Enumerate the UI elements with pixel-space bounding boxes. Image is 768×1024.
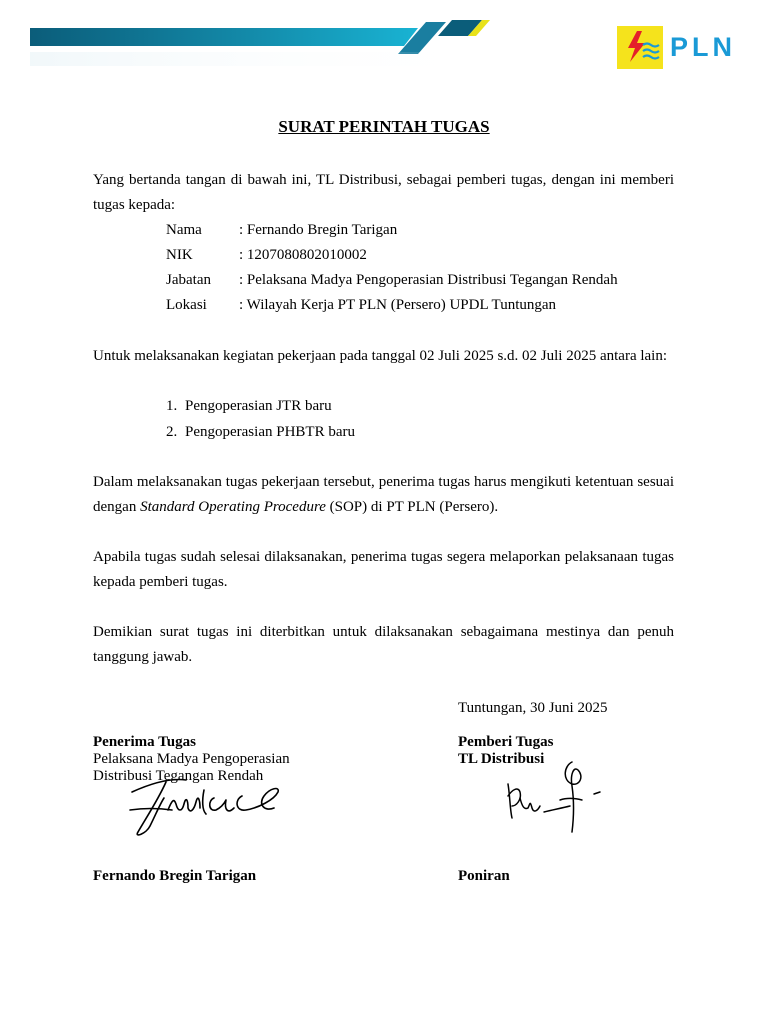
task-text: Pengoperasian PHBTR baru xyxy=(185,424,355,440)
report-paragraph: Apabila tugas sudah selesai dilaksanakan, penerima tugas segera melaporkan pelaksanaan tugas kepada pemberi tugas. xyxy=(93,549,674,590)
recipient-signature xyxy=(124,770,284,840)
document-title: SURAT PERINTAH TUGAS xyxy=(278,117,490,136)
task-number: 2. xyxy=(166,424,178,440)
sop-text-after: (SOP) di PT PLN (Persero). xyxy=(325,499,499,515)
detail-row-lokasi xyxy=(166,293,556,318)
issuer-signature xyxy=(500,756,610,836)
task-text: Pengoperasian JTR baru xyxy=(185,398,332,414)
task-item xyxy=(166,420,355,445)
closing-paragraph: Demikian surat tugas ini diterbitkan untuk dilaksanakan sebagaimana mestinya dan penuh tanggung jawab. xyxy=(93,624,674,665)
recipient-heading: Penerima Tugas xyxy=(93,734,196,750)
sop-paragraph xyxy=(93,470,674,520)
pln-logo xyxy=(617,26,736,69)
detail-label: Lokasi xyxy=(166,297,207,313)
intro-paragraph: Yang bertanda tangan di bawah ini, TL Distribusi, sebagai pemberi tugas, dengan ini memberi tugas kepada: xyxy=(93,172,674,213)
sop-text-before: Dalam melaksanakan tugas pekerjaan tersebut, penerima tugas harus mengikuti ketentuan sesuai dengan xyxy=(93,474,674,515)
recipient-position-line1: Pelaksana Madya Pengoperasian xyxy=(93,751,290,767)
issuer-position: TL Distribusi xyxy=(458,751,545,767)
task-item xyxy=(166,394,332,419)
recipient-name: Fernando Bregin Tarigan xyxy=(93,868,257,884)
detail-value: : Pelaksana Madya Pengoperasian Distribusi Tegangan Rendah xyxy=(239,272,618,288)
header-stripe-main xyxy=(30,28,418,46)
issuer-heading: Pemberi Tugas xyxy=(458,734,554,750)
detail-row-jabatan xyxy=(166,268,618,293)
recipient-position-line2: Distribusi Tegangan Rendah xyxy=(93,768,264,784)
detail-label: Nama xyxy=(166,222,202,238)
detail-label: Jabatan xyxy=(166,272,211,288)
tasks-intro-paragraph: Untuk melaksanakan kegiatan pekerjaan pada tanggal 02 Juli 2025 s.d. 02 Juli 2025 antara lain: xyxy=(93,348,668,364)
logo-text: PLN xyxy=(670,32,736,62)
detail-label: NIK xyxy=(166,247,193,263)
detail-value: : 1207080802010002 xyxy=(239,247,367,263)
task-number: 1. xyxy=(166,398,178,414)
sop-text-italic: Standard Operating Procedure xyxy=(140,499,326,515)
detail-row-nik xyxy=(166,243,367,268)
issue-date: Tuntungan, 30 Juni 2025 xyxy=(458,700,608,716)
detail-value: : Fernando Bregin Tarigan xyxy=(239,222,398,238)
detail-row-nama xyxy=(166,218,397,243)
lightning-logo-icon xyxy=(617,26,663,69)
header-stripe-fade xyxy=(30,52,500,66)
issuer-name: Poniran xyxy=(458,868,510,884)
detail-value: : Wilayah Kerja PT PLN (Persero) UPDL Tuntungan xyxy=(239,297,557,313)
